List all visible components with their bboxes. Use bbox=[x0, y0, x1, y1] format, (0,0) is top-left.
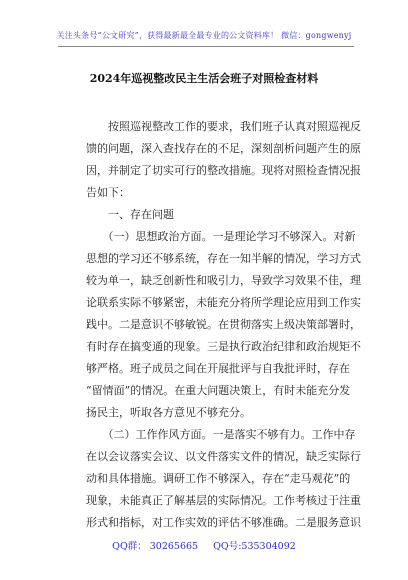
body-line: 动和具体措施。调研工作不够深入，存在“走马观花”的 bbox=[86, 472, 351, 485]
body-line: 思想的学习还不够系统，存在一知半解的情况，学习方式 bbox=[86, 252, 361, 265]
body-line: 形式和指标，对工作实效的评估不够准确。二是服务意识 bbox=[86, 516, 361, 529]
body-line: 因，并制定了切实可行的整改措施。现将对照检查情况报 bbox=[86, 164, 361, 177]
qq-number-label: QQ号:535304092 bbox=[213, 541, 296, 552]
page-header-note: 关注头条号“公文研究”，获得最新最全最专业的公文资料库！ 微信：gongwenyj bbox=[56, 31, 352, 40]
body-line: （二）工作作风方面。一是落实不够有力。工作中存 bbox=[86, 428, 356, 441]
body-line: 扬民主，听取各方意见不够充分。 bbox=[86, 406, 251, 419]
body-line: 论联系实际不够紧密，未能充分将所学理论应用到工作实 bbox=[86, 296, 361, 309]
page-footer bbox=[0, 538, 408, 552]
body-line: 有时存在搞变通的现象。三是执行政治纪律和政治规矩不 bbox=[86, 340, 361, 353]
body-line: “留情面”的情况。在重大问题决策上，有时未能充分发 bbox=[86, 384, 351, 397]
document-body bbox=[86, 116, 361, 534]
body-line: 较为单一，缺乏创新性和吸引力，导致学习效果不佳，理 bbox=[86, 274, 361, 287]
body-line: 践中。二是意识不够敏锐。在贯彻落实上级决策部署时， bbox=[86, 318, 361, 331]
body-line: 按照巡视整改工作的要求，我们班子认真对照巡视反 bbox=[86, 120, 361, 133]
header-divider bbox=[58, 46, 354, 47]
section-heading: 一、存在问题 bbox=[86, 208, 174, 221]
body-line: 够严格。班子成员之间在开展批评与自我批评时，存在 bbox=[86, 362, 350, 375]
body-line: 告如下： bbox=[86, 186, 130, 199]
body-line: 在以会议落实会议、以文件落实文件的情况，缺乏实际行 bbox=[86, 450, 361, 463]
body-line: 馈的问题，深入查找存在的不足，深刻剖析问题产生的原 bbox=[86, 142, 361, 155]
document-title: 2024年巡视整改民主生活会班子对照检查材料 bbox=[89, 72, 319, 85]
body-line: 现象，未能真正了解基层的实际情况。工作考核过于注重 bbox=[86, 494, 361, 507]
body-line: （一）思想政治方面。一是理论学习不够深入。对新 bbox=[86, 230, 356, 243]
qq-group-label: QQ群： 30265665 bbox=[112, 541, 199, 552]
